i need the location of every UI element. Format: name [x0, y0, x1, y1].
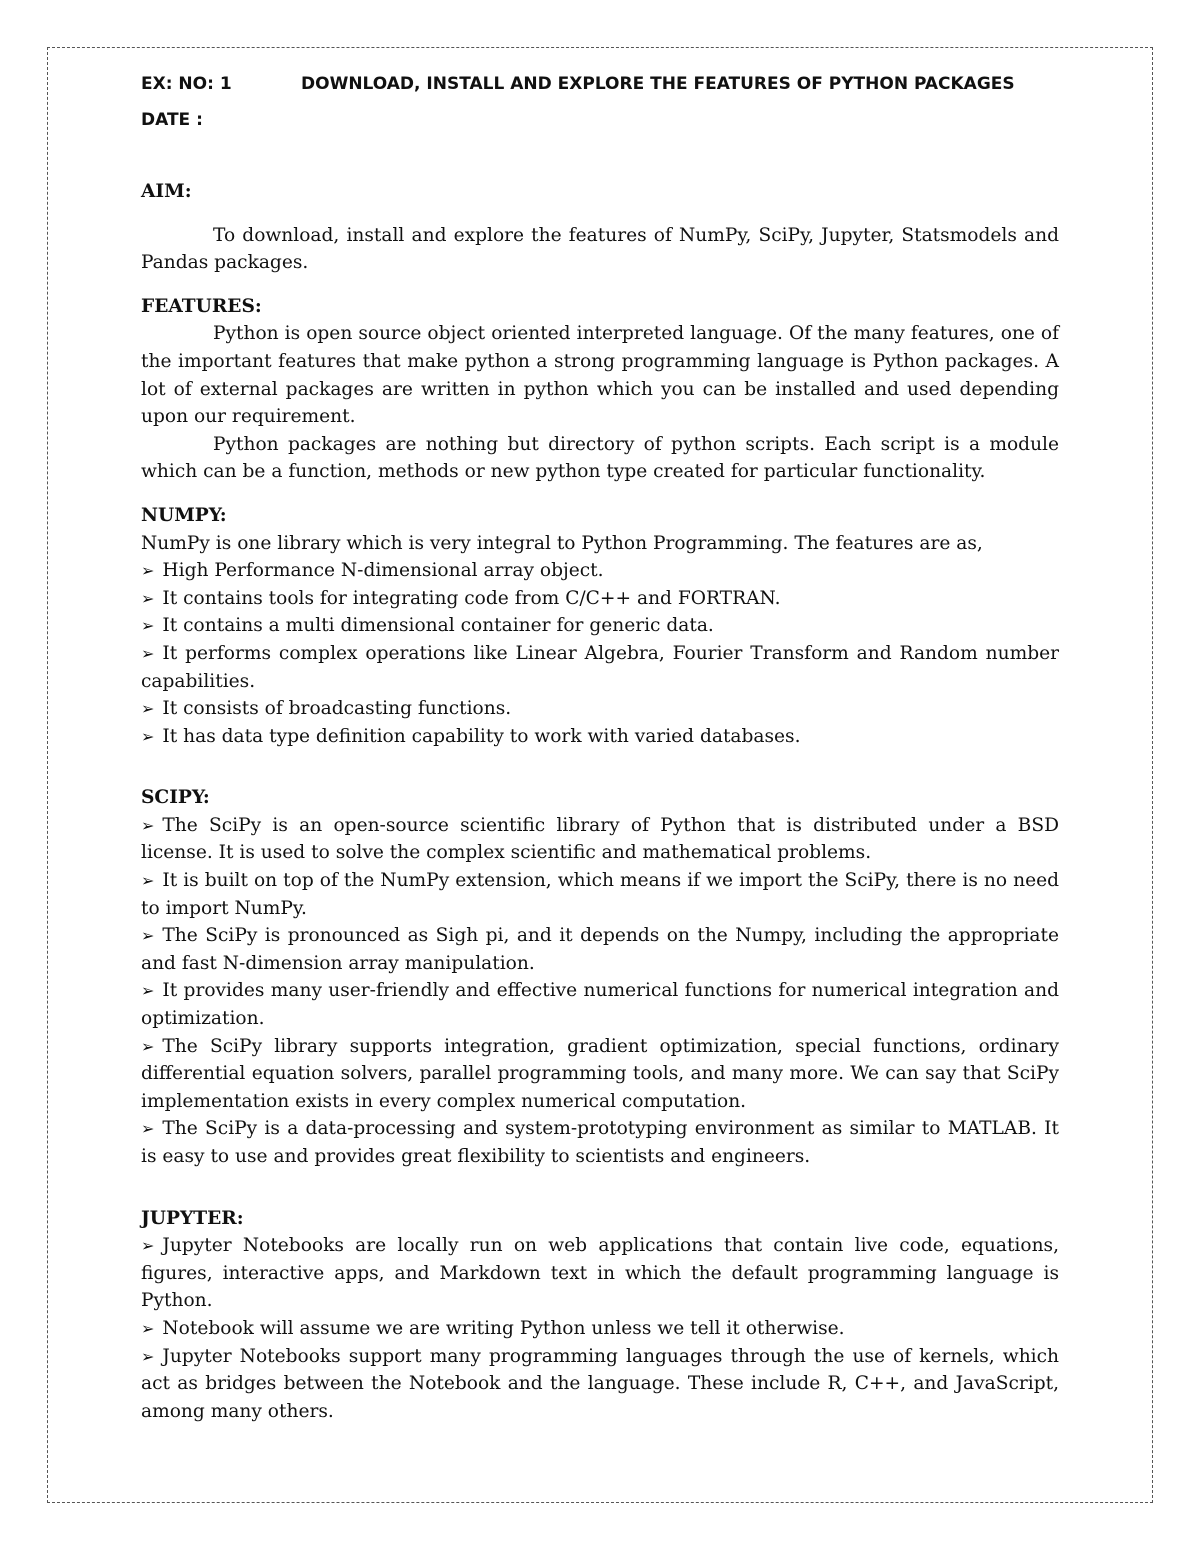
- scipy-list-item: ➢ It is built on top of the NumPy extension, which means if we import the SciPy, there is no need to import NumPy.: [141, 867, 1059, 922]
- exercise-number: EX: NO: 1: [141, 74, 232, 94]
- numpy-list-item: ➢ It consists of broadcasting functions.: [141, 695, 1059, 723]
- features-paragraph: Python packages are nothing but directory of python scripts. Each script is a module which can be a function, methods or new python type created for particular functionality.: [141, 433, 1059, 483]
- numpy-list-item: ➢ High Performance N-dimensional array object.: [141, 557, 1059, 585]
- numpy-list-item: ➢ It contains a multi dimensional container for generic data.: [141, 612, 1059, 640]
- jupyter-heading: JUPYTER:: [141, 1207, 244, 1229]
- features-heading: FEATURES:: [141, 295, 262, 317]
- title-row: [141, 66, 1059, 102]
- date-label: DATE :: [141, 110, 203, 130]
- aim-heading: AIM:: [141, 181, 192, 202]
- aim-text: To download, install and explore the features of NumPy, SciPy, Jupyter, Statsmodels and Pandas packages.: [141, 224, 1059, 274]
- numpy-intro: NumPy is one library which is very integral to Python Programming. The features are as,: [141, 532, 983, 554]
- jupyter-list-item: ➢ Jupyter Notebooks support many programming languages through the use of kernels, which act as bridges between the Notebook and the language. These include R, C++, and JavaScript, among many others.: [141, 1343, 1059, 1426]
- scipy-list-item: ➢ The SciPy is an open-source scientific library of Python that is distributed under a BSD license. It is used to solve the complex scientific and mathematical problems.: [141, 812, 1059, 867]
- jupyter-list-item: ➢ Notebook will assume we are writing Python unless we tell it otherwise.: [141, 1315, 1059, 1343]
- scipy-heading: SCIPY:: [141, 787, 210, 809]
- features-paragraph: Python is open source object oriented interpreted language. Of the many features, one of the important features that make python a strong programming language is Python packages. A lot of external packages are written in python which you can be installed and used depending upon our requirement.: [141, 323, 1059, 428]
- scipy-list-item: ➢ It provides many user-friendly and effective numerical functions for numerical integration and optimization.: [141, 977, 1059, 1032]
- numpy-list-item: ➢ It performs complex operations like Linear Algebra, Fourier Transform and Random number capabilities.: [141, 640, 1059, 695]
- document-body: [141, 66, 1059, 1425]
- numpy-heading: NUMPY:: [141, 504, 227, 526]
- scipy-list-item: ➢ The SciPy is a data-processing and system-prototyping environment as similar to MATLAB. It is easy to use and provides great flexibility to scientists and engineers.: [141, 1115, 1059, 1170]
- date-row: [141, 102, 1059, 138]
- numpy-list-item: ➢ It contains tools for integrating code from C/C++ and FORTRAN.: [141, 585, 1059, 613]
- scipy-list-item: ➢ The SciPy library supports integration, gradient optimization, special functions, ordinary differential equation solvers, parallel programming tools, and many more. We can say that SciPy implementation exists in every complex numerical computation.: [141, 1033, 1059, 1116]
- jupyter-list-item: ➢ Jupyter Notebooks are locally run on web applications that contain live code, equations, figures, interactive apps, and Markdown text in which the default programming language is Python.: [141, 1232, 1059, 1315]
- numpy-list-item: ➢ It has data type definition capability to work with varied databases.: [141, 723, 1059, 751]
- scipy-list-item: ➢ The SciPy is pronounced as Sigh pi, and it depends on the Numpy, including the appropriate and fast N-dimension array manipulation.: [141, 922, 1059, 977]
- exercise-title: DOWNLOAD, INSTALL AND EXPLORE THE FEATURES OF PYTHON PACKAGES: [301, 74, 1015, 94]
